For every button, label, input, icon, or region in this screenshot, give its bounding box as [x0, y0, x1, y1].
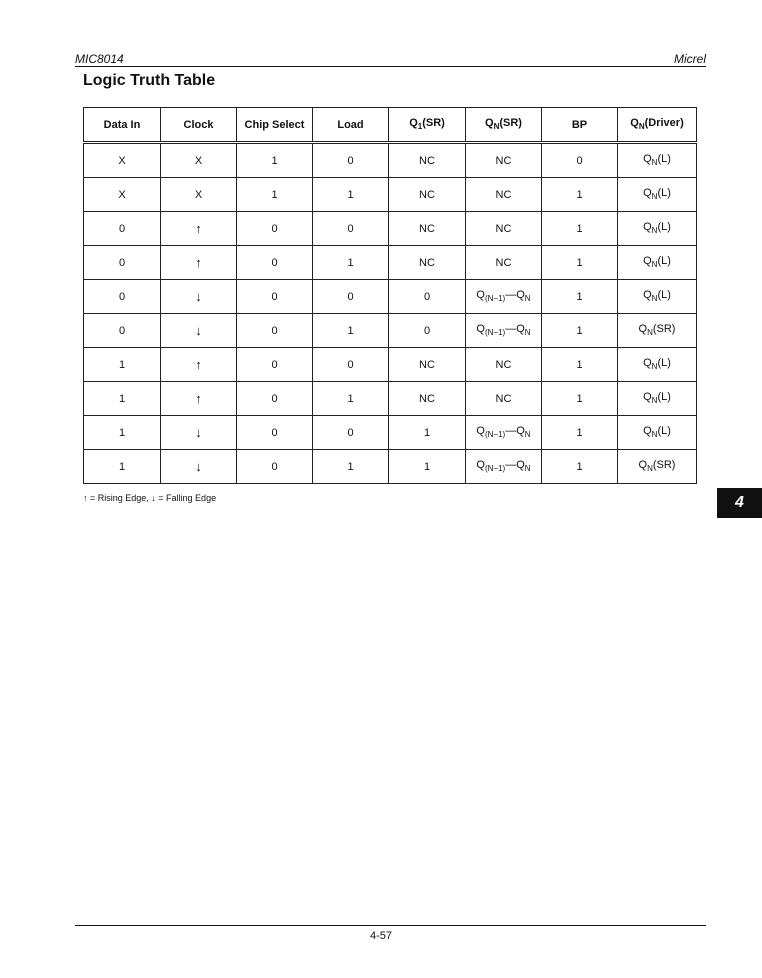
table-cell: 1 — [542, 280, 618, 314]
table-cell: 1 — [313, 450, 389, 484]
table-cell: ↑ — [161, 246, 237, 280]
table-cell: 1 — [542, 416, 618, 450]
column-header — [237, 108, 313, 143]
brand-name: Micrel — [674, 52, 706, 66]
column-header-main: Data In — [103, 118, 141, 131]
table-cell: NC — [466, 382, 542, 416]
column-header-main: Load — [337, 118, 364, 131]
table-cell: NC — [466, 212, 542, 246]
table-cell: 1 — [237, 143, 313, 178]
column-header-main: Q — [630, 117, 639, 130]
column-header — [313, 108, 389, 143]
column-header — [84, 108, 161, 143]
table-cell: $Q_{(N-1)}—Q_N$ — [466, 280, 542, 314]
table-cell: NC — [389, 382, 466, 416]
table-cell: NC — [389, 348, 466, 382]
table-cell: $Q_N(L)$ — [618, 178, 697, 212]
table-cell: $Q_{(N-1)}—Q_N$ — [466, 450, 542, 484]
table-cell: $Q_N(SR)$ — [618, 450, 697, 484]
table-cell: NC — [466, 246, 542, 280]
logic-truth-table — [83, 107, 697, 484]
column-header-suffix: (SR) — [499, 117, 522, 130]
table-cell: 0 — [237, 416, 313, 450]
table-row — [84, 348, 697, 382]
table-cell: $Q_N(L)$ — [618, 280, 697, 314]
table-cell: 1 — [313, 246, 389, 280]
column-header — [618, 108, 697, 143]
table-cell: X — [84, 143, 161, 178]
table-cell: 1 — [84, 348, 161, 382]
column-header-subscript: N — [493, 122, 500, 132]
table-cell: ↓ — [161, 416, 237, 450]
table-cell: $Q_N(SR)$ — [618, 314, 697, 348]
table-cell: 1 — [542, 212, 618, 246]
table-cell: 0 — [313, 416, 389, 450]
table-cell: 1 — [542, 178, 618, 212]
table-cell: 1 — [313, 178, 389, 212]
table-row — [84, 178, 697, 212]
column-header-suffix: (SR) — [422, 117, 445, 130]
table-cell: 0 — [237, 314, 313, 348]
column-header — [466, 108, 542, 143]
table-cell: 1 — [84, 416, 161, 450]
table-cell: 0 — [84, 212, 161, 246]
table-cell: 1 — [542, 348, 618, 382]
table-cell: NC — [389, 246, 466, 280]
table-cell: $Q_{(N-1)}—Q_N$ — [466, 314, 542, 348]
column-header — [389, 108, 466, 143]
table-cell: 0 — [237, 348, 313, 382]
table-cell: $Q_N(L)$ — [618, 143, 697, 178]
table-cell: 0 — [313, 212, 389, 246]
table-cell: NC — [389, 212, 466, 246]
table-cell: X — [161, 178, 237, 212]
table-cell: 0 — [313, 348, 389, 382]
table-cell: 0 — [84, 280, 161, 314]
table-row — [84, 450, 697, 484]
table-row — [84, 143, 697, 178]
table-cell: 1 — [542, 314, 618, 348]
table-cell: 1 — [389, 450, 466, 484]
table-cell: $Q_N(L)$ — [618, 416, 697, 450]
table-row — [84, 246, 697, 280]
table-body — [84, 143, 697, 484]
column-header-main: Clock — [183, 118, 214, 131]
table-cell: $Q_N(L)$ — [618, 382, 697, 416]
table-cell: 1 — [542, 450, 618, 484]
column-header-subscript: 1 — [417, 122, 423, 132]
table-cell: 1 — [542, 246, 618, 280]
page-number: 4-57 — [369, 930, 393, 942]
table-row — [84, 382, 697, 416]
footer-rule — [75, 925, 706, 926]
column-header-suffix: (Driver) — [644, 117, 684, 130]
table-cell: 1 — [389, 416, 466, 450]
edge-footnote: ↑ = Rising Edge, ↓ = Falling Edge — [83, 493, 217, 503]
table-cell: X — [161, 143, 237, 178]
table-cell: 0 — [237, 246, 313, 280]
table-cell: NC — [466, 178, 542, 212]
table-cell: 0 — [313, 280, 389, 314]
table-cell: ↓ — [161, 280, 237, 314]
table-cell: NC — [389, 178, 466, 212]
table-cell: 1 — [313, 382, 389, 416]
table-row — [84, 416, 697, 450]
table-cell: 0 — [389, 280, 466, 314]
page-title: Logic Truth Table — [83, 72, 216, 89]
table-cell: 0 — [389, 314, 466, 348]
table-cell: 1 — [542, 382, 618, 416]
table-row — [84, 314, 697, 348]
table-cell: NC — [466, 143, 542, 178]
table-cell: NC — [389, 143, 466, 178]
table-cell: 0 — [237, 382, 313, 416]
column-header-main: Q — [409, 117, 418, 130]
column-header-main: BP — [571, 118, 588, 131]
table-cell: 1 — [84, 450, 161, 484]
table-cell: ↓ — [161, 450, 237, 484]
table-cell: 0 — [237, 212, 313, 246]
section-tab: 4 — [717, 488, 762, 518]
table-row — [84, 212, 697, 246]
table-row — [84, 280, 697, 314]
table-cell: 1 — [237, 178, 313, 212]
table-cell: 0 — [237, 450, 313, 484]
table-cell: $Q_N(L)$ — [618, 212, 697, 246]
column-header — [161, 108, 237, 143]
doc-id: MIC8014 — [75, 52, 124, 66]
table-cell: 0 — [237, 280, 313, 314]
table-cell: 0 — [84, 314, 161, 348]
table-cell: ↑ — [161, 348, 237, 382]
column-header — [542, 108, 618, 143]
table-cell: ↑ — [161, 212, 237, 246]
table-cell: NC — [466, 348, 542, 382]
column-header-subscript: N — [638, 122, 645, 132]
table-cell: 0 — [542, 143, 618, 178]
table-cell: $Q_N(L)$ — [618, 348, 697, 382]
table-cell: 1 — [313, 314, 389, 348]
table-cell: 0 — [313, 143, 389, 178]
table-cell: 0 — [84, 246, 161, 280]
table-header-row — [84, 108, 697, 143]
column-header-main: Chip Select — [244, 118, 305, 131]
table-cell: X — [84, 178, 161, 212]
table-cell: 1 — [84, 382, 161, 416]
table-cell: $Q_N(L)$ — [618, 246, 697, 280]
column-header-main: Q — [485, 117, 494, 130]
table-cell: $Q_{(N-1)}—Q_N$ — [466, 416, 542, 450]
table-cell: ↑ — [161, 382, 237, 416]
table-cell: ↓ — [161, 314, 237, 348]
header-rule — [75, 66, 706, 67]
